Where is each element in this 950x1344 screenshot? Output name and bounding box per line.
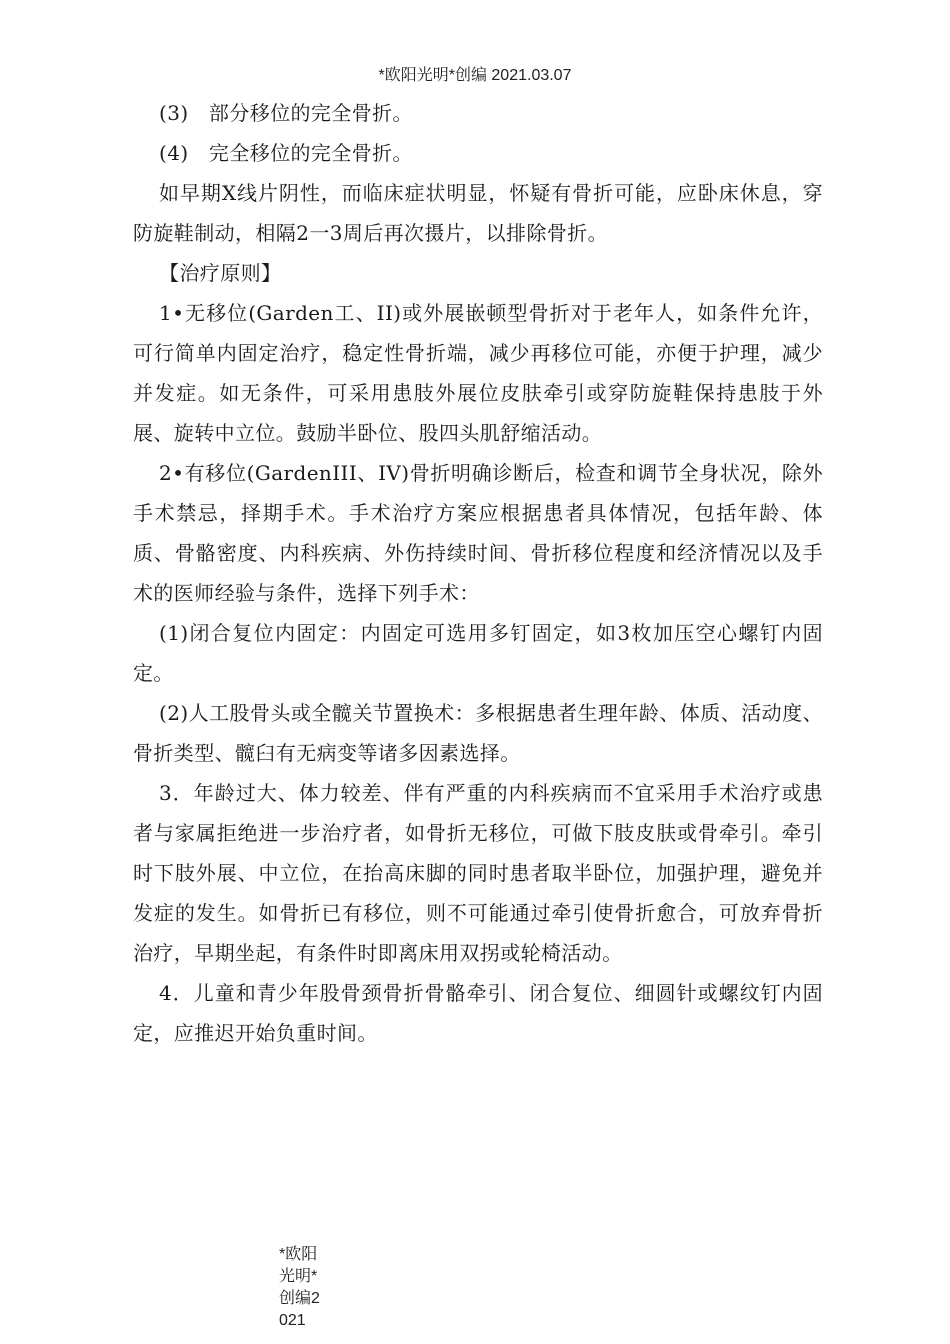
- paragraph-treatment-3: 3．年龄过大、体力较差、伴有严重的内科疾病而不宜采用手术治疗或患者与家属拒绝进一步治疗者，如骨折无移位，可做下肢皮肤或骨牵引。牵引时下肢外展、中立位，在抬高床脚的同时患者取半卧位，加强护理，避免并发症的发生。如骨折已有移位，则不可能通过牵引使骨折愈合，可放弃骨折治疗，早期坐起，有条件时即离床用双拐或轮椅活动。: [133, 781, 823, 965]
- paragraph-surgery-option-2: (2)人工股骨头或全髋关节置换术：多根据患者生理年龄、体质、活动度、骨折类型、髋臼有无病变等诸多因素选择。: [133, 701, 823, 765]
- list-item-3: (3) 部分移位的完全骨折。: [159, 101, 413, 125]
- paragraph-xray-note: 如早期X线片阴性，而临床症状明显，怀疑有骨折可能，应卧床休息，穿防旋鞋制动，相隔2一3周后再次摄片，以排除骨折。: [133, 181, 823, 245]
- paragraph-treatment-4: 4．儿童和青少年股骨颈骨折骨骼牵引、闭合复位、细圆针或螺纹钉内固定，应推迟开始负重时间。: [133, 981, 823, 1045]
- list-item-4: (4) 完全移位的完全骨折。: [159, 141, 413, 165]
- page-header: *欧阳光明*创编 2021.03.07: [378, 67, 572, 84]
- paragraph-treatment-2: 2•有移位(GardenIII、IV)骨折明确诊断后，检查和调节全身状况，除外手术禁忌，择期手术。手术治疗方案应根据患者具体情况，包括年龄、体质、骨骼密度、内科疾病、外伤持续时间、骨折移位程度和经济情况以及手术的医师经验与条件，选择下列手术：: [133, 461, 823, 605]
- section-heading-treatment: 【治疗原则】: [159, 261, 282, 285]
- document-body: [133, 93, 823, 1053]
- paragraph-surgery-option-1: (1)闭合复位内固定：内固定可选用多钉固定，如3枚加压空心螺钉内固定。: [133, 621, 823, 685]
- page-footer: *欧阳光明*创编2021: [279, 1246, 320, 1329]
- paragraph-treatment-1: 1•无移位(Garden工、II)或外展嵌顿型骨折对于老年人，如条件允许，可行简单内固定治疗，稳定性骨折端，减少再移位可能，亦便于护理，减少并发症。如无条件，可采用患肢外展位皮肤牵引或穿防旋鞋保持患肢于外展、旋转中立位。鼓励半卧位、股四头肌舒缩活动。: [133, 301, 823, 445]
